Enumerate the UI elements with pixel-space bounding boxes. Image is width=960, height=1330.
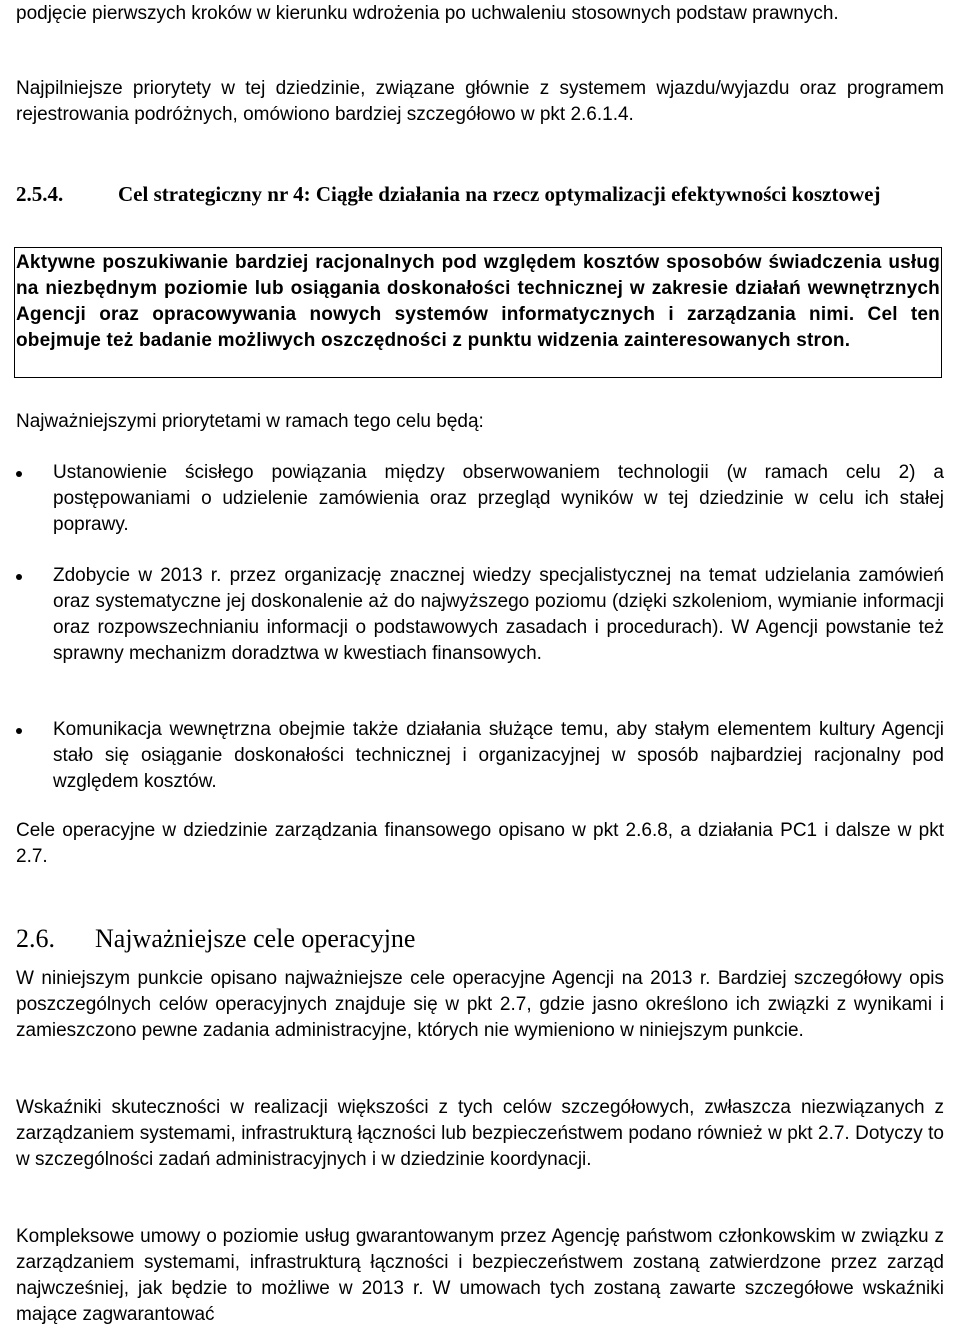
section-2-6-paragraph-3: Kompleksowe umowy o poziomie usług gwarantowanym przez Agencję państwom członkowskim w związku z zarządzaniem systemami, infrastrukturą łączności i bezpieczeństwem zostaną zatwierdzone przez zarząd najwcześniej, jak będzie to możliwe w 2013 r. W umowach tych zostaną zawarte szczegółowe wskaźniki mające zagwarantować: [16, 1226, 944, 1325]
bullet-dot-icon: [16, 574, 22, 580]
intro-tail-paragraph: podjęcie pierwszych kroków w kierunku wdrożenia po uchwaleniu stosownych podstaw prawnych.: [16, 3, 839, 24]
priorities-paragraph: Najpilniejsze priorytety w tej dziedzinie, związane głównie z systemem wjazdu/wyjazdu oraz programem rejestrowania podróżnych, omówiono bardziej szczegółowo w pkt 2.6.1.4.: [16, 78, 944, 125]
financial-management-note: Cele operacyjne w dziedzinie zarządzania finansowego opisano w pkt 2.6.8, a działania PC1 i dalsze w pkt 2.7.: [16, 820, 944, 867]
section-title: Najważniejsze cele operacyjne: [95, 924, 416, 953]
section-number: 2.5.4.: [16, 182, 64, 206]
section-2-6-paragraph-1: W niniejszym punkcie opisano najważniejsze cele operacyjne Agencji na 2013 r. Bardziej szczegółowy opis poszczególnych celów operacyjnych znajduje się w pkt 2.7, gdzie jasno określono ich związki z wynikami i zamieszczono pewne zadania administracyjne, których nie wymieniono w niniejszym punkcie.: [16, 968, 944, 1041]
section-title: Cel strategiczny nr 4: Ciągłe działania na rzecz optymalizacji efektywności kosztowej: [118, 182, 881, 206]
bullet-dot-icon: [16, 471, 22, 477]
goal-definition-box: [14, 247, 942, 378]
priorities-lead-sentence: Najważniejszymi priorytetami w ramach tego celu będą:: [16, 411, 484, 432]
section-number: 2.6.: [16, 924, 55, 953]
bullet-text: Zdobycie w 2013 r. przez organizację znacznej wiedzy specjalistycznej na temat udzielania zamówień oraz systematyczne jej doskonalenie aż do najwyższego poziomu (dzięki szkoleniom, wymianie informacji oraz rozpowszechnianiu informacji o podstawowych zasadach i procedurach). W Agencji powstanie też sprawny mechanizm doradztwa w kwestiach finansowych.: [53, 565, 944, 664]
section-2-6-paragraph-2: Wskaźniki skuteczności w realizacji większości z tych celów szczegółowych, zwłaszcza niezwiązanych z zarządzaniem systemami, infrastrukturą łączności lub bezpieczeństwem podano również w pkt 2.7. Dotyczy to w szczególności zadań administracyjnych i w dziedzinie koordynacji.: [16, 1097, 944, 1170]
bullet-dot-icon: [16, 728, 22, 734]
bullet-text: Komunikacja wewnętrzna obejmie także działania służące temu, aby stałym elementem kultury Agencji stało się osiąganie doskonałości technicznej i organizacyjnej w sposób najbardziej racjonalny pod względem kosztów.: [53, 719, 944, 792]
goal-definition-text: Aktywne poszukiwanie bardziej racjonalnych pod względem kosztów sposobów świadczenia usług na niezbędnym poziomie lub osiągania doskonałości technicznej w zakresie działań wewnętrznych Agencji oraz opracowywania nowych systemów informatycznych i zarządzania nimi. Cel ten obejmuje też badanie możliwych oszczędności z punktu widzenia zainteresowanych stron.: [16, 252, 940, 351]
bullet-text: Ustanowienie ścisłego powiązania między obserwowaniem technologii (w ramach celu 2) a postępowaniami o udzielenie zamówienia oraz przegląd wyników w tej dziedzinie w celu ich stałej poprawy.: [53, 462, 944, 535]
